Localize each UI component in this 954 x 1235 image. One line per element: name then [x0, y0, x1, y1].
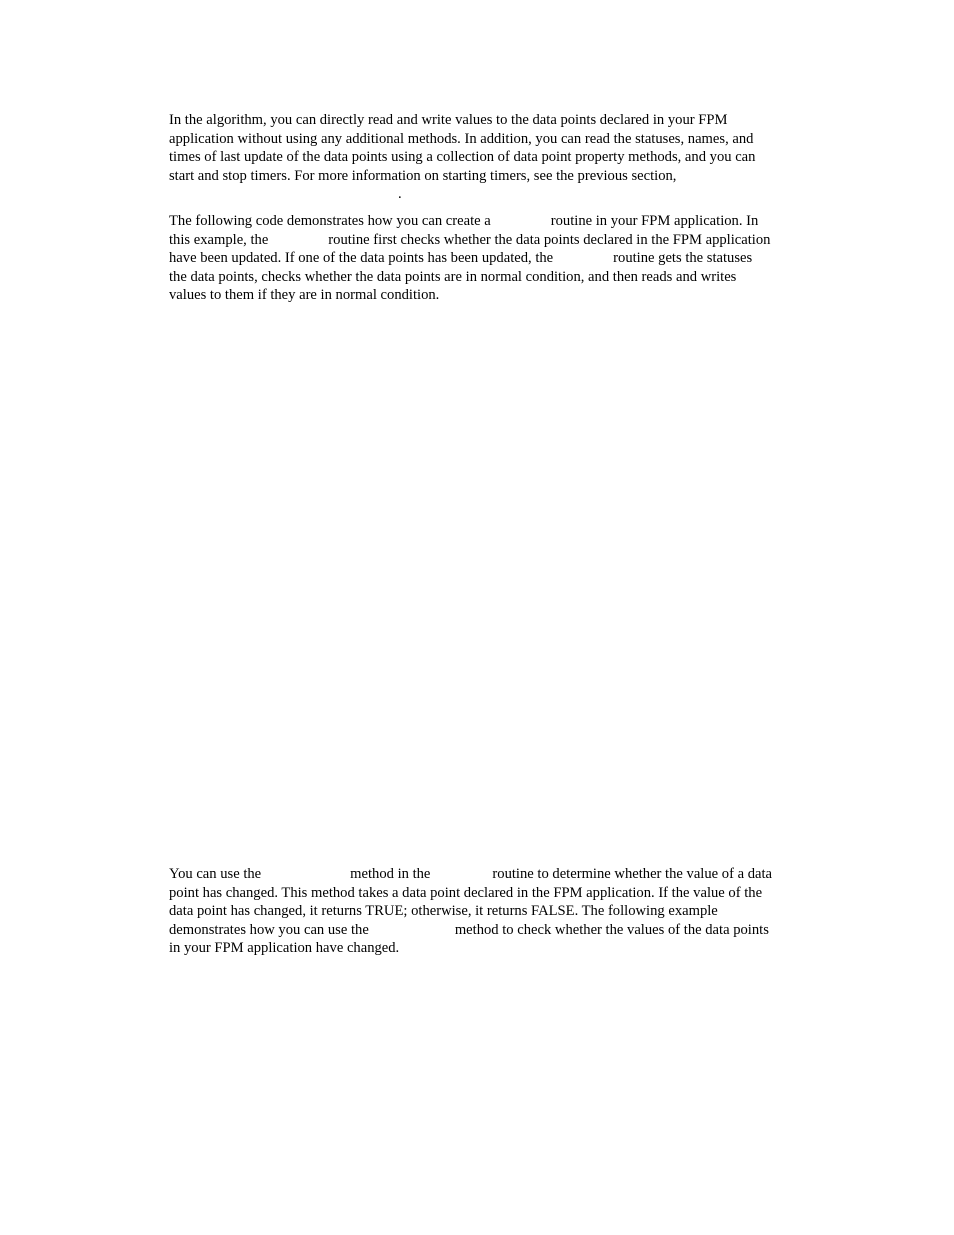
- paragraph-code-demo: [169, 212, 814, 305]
- text-line: You can use the method in the routine to determine whether the value of a data: [169, 866, 773, 882]
- text-line: The following code demonstrates how you can create a routine in your FPM application. In: [169, 213, 759, 229]
- text-line: start and stop timers. For more information on starting timers, see the previous section,: [169, 167, 677, 184]
- text-line: point has changed. This method takes a data point declared in the FPM application. If the value of the: [169, 884, 763, 901]
- text-line: in your FPM application have changed.: [169, 940, 400, 957]
- text-line: times of last update of the data points using a collection of data point property methods, and you can: [169, 149, 756, 166]
- text-line: demonstrates how you can use the method to check whether the values of the data points: [169, 921, 769, 938]
- paragraph-algorithm-intro: [169, 111, 814, 204]
- text-line: .: [398, 186, 402, 203]
- text-line: have been updated. If one of the data points has been updated, the routine gets the statuses: [169, 250, 753, 267]
- text-line: the data points, checks whether the data points are in normal condition, and then reads and writes: [169, 268, 737, 285]
- text-line: values to them if they are in normal condition.: [169, 287, 440, 304]
- text-line: data point has changed, it returns TRUE; otherwise, it returns FALSE. The following example: [169, 903, 718, 920]
- paragraph-value-changed-method: [169, 865, 814, 958]
- text-line: this example, the routine first checks whether the data points declared in the FPM application: [169, 231, 771, 248]
- text-line: In the algorithm, you can directly read and write values to the data points declared in your FPM: [169, 112, 728, 128]
- text-line: application without using any additional methods. In addition, you can read the statuses, names, and: [169, 130, 754, 147]
